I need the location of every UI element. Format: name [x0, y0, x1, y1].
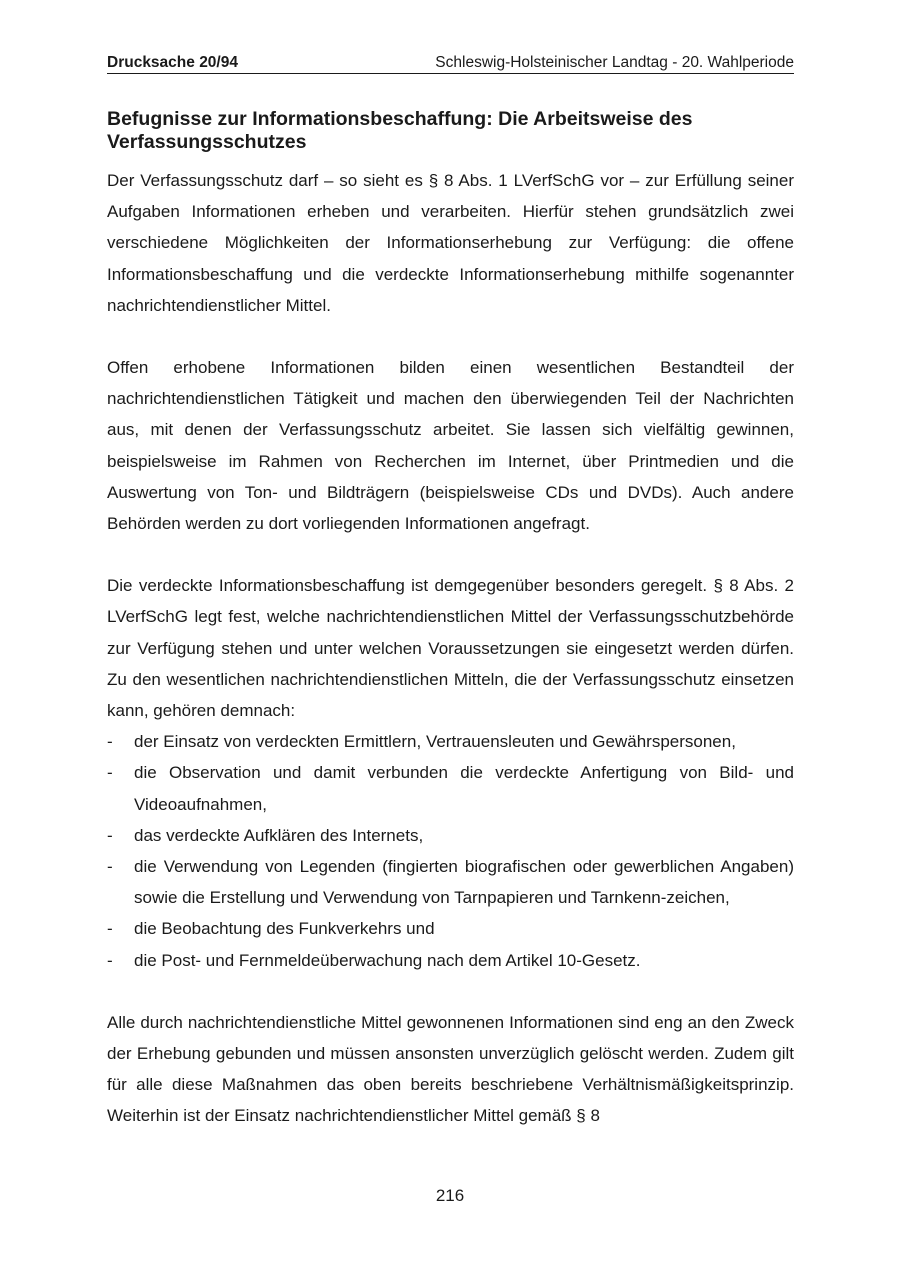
list-item-text: die Verwendung von Legenden (fingierten biografischen oder gewerblichen Angaben) sowie die Erstellung und Verwendung von Tarnpapieren und Tarnkenn-zeichen, — [134, 857, 794, 908]
paragraph-open-information: Offen erhobene Informationen bilden einen wesentlichen Bestandteil der nachrichtendienstlichen Tätigkeit und machen den überwiegenden Teil der Nachrichten aus, mit denen der Verfassungsschutz arbeitet. Sie lassen sich vielfältig gewinnen, beispielsweise im Rahmen von Recherchen im Internet, über Printmedien und die Auswertung von Ton- und Bildträgern (beispielsweise CDs und DVDs). Auch andere Behörden werden zu dort vorliegenden Informationen angefragt. — [107, 358, 794, 534]
list-item — [107, 945, 794, 976]
list-dash: - — [107, 857, 113, 877]
list-item-text: die Beobachtung des Funkverkehrs und — [134, 919, 435, 939]
paragraph-purpose-binding: Alle durch nachrichtendienstliche Mittel gewonnenen Informationen sind eng an den Zweck der Erhebung gebunden und müssen ansonsten unverzüglich gelöscht werden. Zudem gilt für alle diese Maßnahmen das oben bereits beschriebene Verhältnismäßigkeitsprinzip. Weiterhin ist der Einsatz nachrichtendienstlicher Mittel gemäß § 8 — [107, 1012, 794, 1126]
paragraph-covert-information: Die verdeckte Informationsbeschaffung ist demgegenüber besonders geregelt. § 8 Abs. 2 LVerfSchG legt fest, welche nachrichtendienstlichen Mittel der Verfassungsschutzbehörde zur Verfügung stehen und unter welchen Voraussetzungen sie eingesetzt werden dürfen. Zu den wesentlichen nachrichtendienstlichen Mitteln, die der Verfassungsschutz einsetzen kann, gehören demnach: — [107, 576, 794, 721]
list-dash: - — [107, 732, 113, 752]
list-item — [107, 913, 794, 944]
document-number: Drucksache 20/94 — [107, 54, 238, 71]
list-item — [107, 726, 794, 757]
list-item — [107, 820, 794, 851]
list-item-text: die Post- und Fernmeldeüberwachung nach dem Artikel 10-Gesetz. — [134, 950, 641, 970]
parliament-title: Schleswig-Holsteinischer Landtag - 20. Wahlperiode — [435, 54, 794, 71]
document-page — [107, 54, 794, 1132]
list-dash: - — [107, 919, 113, 939]
list-item-text: die Observation und damit verbunden die verdeckte Anfertigung von Bild- und Videoaufnahmen, — [134, 763, 794, 814]
list-dash: - — [107, 825, 113, 845]
section-heading: Befugnisse zur Informationsbeschaffung: Die Arbeitsweise des Verfassungsschutzes — [107, 108, 693, 153]
list-item-text: der Einsatz von verdeckten Ermittlern, Vertrauensleuten und Gewährspersonen, — [134, 732, 736, 752]
list-item — [107, 757, 794, 819]
page-header — [107, 54, 794, 74]
intelligence-means-list — [107, 726, 794, 976]
list-dash: - — [107, 763, 113, 783]
page-number: 216 — [435, 1186, 465, 1205]
list-item-text: das verdeckte Aufklären des Internets, — [134, 825, 424, 845]
paragraph-intro: Der Verfassungsschutz darf – so sieht es § 8 Abs. 1 LVerfSchG vor – zur Erfüllung seiner Aufgaben Informationen erheben und verarbeiten. Hierfür stehen grundsätzlich zwei verschiedene Möglichkeiten der Informationserhebung zur Verfügung: die offene Informationsbeschaffung und die verdeckte Informationserhebung mithilfe sogenannter nachrichtendienstlicher Mittel. — [107, 171, 794, 315]
list-item — [107, 851, 794, 913]
list-dash: - — [107, 950, 113, 970]
